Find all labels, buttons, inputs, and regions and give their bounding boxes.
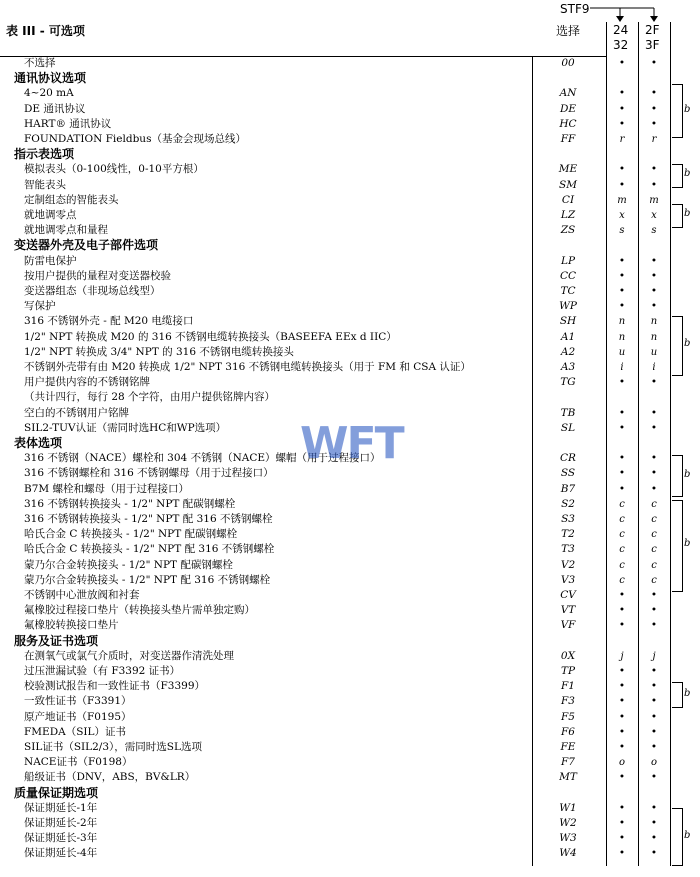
option-row <box>0 482 700 497</box>
category-heading <box>0 634 700 649</box>
group-brace <box>672 164 683 188</box>
option-row <box>0 132 700 147</box>
brace-note: b <box>684 538 691 549</box>
option-code: T2 <box>561 528 575 541</box>
brace-note: b <box>684 208 691 219</box>
availability-2f-3f: o <box>650 757 658 769</box>
category-label: 通讯协议选项 <box>14 71 87 86</box>
option-row <box>0 375 700 390</box>
availability-2f-3f: • <box>650 178 658 191</box>
availability-24-32: • <box>618 376 626 389</box>
option-row <box>0 330 700 345</box>
availability-24-32: • <box>618 421 626 434</box>
option-code: W2 <box>559 817 577 829</box>
availability-2f-3f: • <box>650 102 658 115</box>
availability-2f-3f: • <box>650 680 658 693</box>
option-description: 就地调零点和量程 <box>24 224 108 237</box>
availability-2f-3f: • <box>650 376 658 389</box>
option-code: 00 <box>561 57 575 69</box>
option-row <box>0 679 700 694</box>
availability-24-32: • <box>618 467 626 480</box>
option-description: 智能表头 <box>24 178 66 191</box>
availability-24-32: • <box>618 285 626 297</box>
brace-note: b <box>684 469 691 480</box>
option-row <box>0 542 700 557</box>
availability-24-32: • <box>618 710 626 723</box>
option-row <box>0 162 700 177</box>
availability-24-32: r <box>619 134 625 145</box>
option-code: SS <box>560 467 576 480</box>
option-code: FF <box>560 133 576 145</box>
availability-2f-3f: • <box>650 589 658 601</box>
option-code: F5 <box>561 710 575 723</box>
option-description: 蒙乃尔合金转换接头 - 1/2" NPT 配碳钢螺栓 <box>24 558 233 571</box>
option-row <box>0 603 700 618</box>
availability-2f-3f: • <box>650 285 658 297</box>
category-label: 变送器外壳及电子部件选项 <box>14 238 159 253</box>
option-row <box>0 178 700 193</box>
availability-2f-3f: • <box>650 817 658 829</box>
option-description: HART® 通讯协议 <box>24 117 112 130</box>
availability-24-32: s <box>619 225 625 237</box>
availability-24-32: n <box>618 316 626 328</box>
group-brace <box>672 682 683 708</box>
option-row <box>0 345 700 360</box>
option-row <box>0 770 700 785</box>
col1-header-top: 24 <box>613 23 629 37</box>
stf9-label: STF9 <box>560 2 590 16</box>
availability-24-32: • <box>618 741 626 753</box>
availability-2f-3f: u <box>650 346 658 358</box>
option-code: LP <box>560 254 576 267</box>
option-row <box>0 558 700 573</box>
option-description: FMEDA（SIL）证书 <box>24 725 127 738</box>
option-description: 模拟表头（0-100线性，0-10平方根） <box>24 163 204 176</box>
category-label: 服务及证书选项 <box>14 633 99 648</box>
option-description: 校验测试报告和一致性证书（F3399） <box>24 680 206 693</box>
option-code: F6 <box>561 725 575 738</box>
availability-2f-3f: c <box>651 529 657 541</box>
option-description: 316 不锈钢转换接头 - 1/2" NPT 配 316 不锈钢螺栓 <box>24 513 273 525</box>
availability-2f-3f: • <box>650 467 658 480</box>
option-description: 船级证书（DNV，ABS，BV&LR） <box>24 771 196 784</box>
availability-24-32: c <box>619 574 625 586</box>
option-row <box>0 588 700 603</box>
availability-24-32: • <box>618 406 626 419</box>
option-code: A3 <box>560 361 576 373</box>
option-description: 用户提供内容的不锈钢铭牌 <box>24 376 150 389</box>
option-description: 原产地证书（F0195） <box>24 710 132 723</box>
availability-24-32: • <box>618 452 626 465</box>
availability-2f-3f: c <box>651 498 657 510</box>
option-code: F7 <box>561 756 575 769</box>
option-row <box>0 208 700 223</box>
option-code: CC <box>559 269 577 282</box>
option-description: （共计四行，每行 28 个字符，由用户提供铭牌内容） <box>24 391 276 404</box>
option-row <box>0 573 700 588</box>
option-row <box>0 193 700 208</box>
availability-24-32: c <box>619 559 625 571</box>
availability-24-32: • <box>618 300 626 313</box>
category-label: 表体选项 <box>14 436 63 450</box>
availability-24-32: c <box>619 544 625 556</box>
option-code: CI <box>561 193 575 206</box>
brace-note: b <box>684 338 691 349</box>
option-description: 1/2" NPT 转换成 3/4" NPT 的 316 不锈钢电缆转换接头 <box>24 345 294 358</box>
availability-24-32: • <box>618 57 626 69</box>
availability-24-32: • <box>618 725 626 738</box>
option-description: 在测氧气或氯气介质时，对变送器作清洗处理 <box>24 649 234 662</box>
option-code: FE <box>560 741 576 753</box>
option-code: LZ <box>560 209 576 221</box>
option-row <box>0 664 700 679</box>
availability-2f-3f: n <box>650 316 658 328</box>
option-row <box>0 801 700 816</box>
option-row <box>0 269 700 284</box>
option-code: TP <box>560 665 576 677</box>
option-row <box>0 284 700 299</box>
category-heading <box>0 238 700 253</box>
option-description: 氟橡胶转换接口垫片 <box>24 619 119 632</box>
option-code: S2 <box>561 497 575 510</box>
table-title: 表 III - 可选项 <box>6 24 85 38</box>
availability-2f-3f: c <box>651 574 657 586</box>
availability-2f-3f: • <box>650 452 658 465</box>
option-row <box>0 710 700 725</box>
option-row <box>0 56 700 71</box>
option-description: 蒙乃尔合金转换接头 - 1/2" NPT 配 316 不锈钢螺栓 <box>24 573 271 586</box>
group-brace <box>672 455 683 497</box>
availability-24-32: • <box>618 695 626 708</box>
option-description: 哈氏合金 C 转换接头 - 1/2" NPT 配碳钢螺栓 <box>24 528 238 541</box>
availability-2f-3f: n <box>650 331 658 343</box>
option-description: 保证期延长-3年 <box>24 832 98 845</box>
availability-2f-3f: • <box>650 710 658 723</box>
availability-2f-3f: • <box>650 725 658 738</box>
availability-2f-3f: • <box>650 57 658 69</box>
brace-note: b <box>684 168 691 179</box>
option-description: 就地调零点 <box>24 209 77 221</box>
option-code: S3 <box>561 513 575 525</box>
option-code: A1 <box>560 330 576 343</box>
option-row <box>0 618 700 633</box>
option-description: 不锈钢外壳带有由 M20 转换成 1/2" NPT 316 不锈钢电缆转换接头（用于 FM 和 CSA 认证） <box>24 361 471 373</box>
availability-24-32: • <box>618 847 626 860</box>
option-row <box>0 512 700 527</box>
option-row <box>0 497 700 512</box>
option-code: TB <box>560 406 576 419</box>
brace-note: b <box>684 830 691 841</box>
availability-24-32: • <box>618 604 626 617</box>
availability-24-32: o <box>618 757 626 769</box>
availability-2f-3f: • <box>650 163 658 176</box>
option-description: 保证期延长-1年 <box>24 801 98 814</box>
option-row <box>0 740 700 755</box>
option-description: 不锈钢中心泄放阀和衬套 <box>24 589 140 601</box>
availability-2f-3f: c <box>651 544 657 556</box>
availability-24-32: i <box>620 362 624 373</box>
option-description: 防雷电保护 <box>24 254 77 267</box>
option-description: 哈氏合金 C 转换接头 - 1/2" NPT 配 316 不锈钢螺栓 <box>24 543 275 556</box>
option-description: 一致性证书（F3391） <box>24 695 132 708</box>
availability-2f-3f: • <box>650 269 658 282</box>
availability-2f-3f: • <box>650 87 658 100</box>
option-code: SM <box>559 178 577 191</box>
availability-24-32: • <box>618 87 626 100</box>
option-code: AN <box>559 87 577 100</box>
availability-2f-3f: • <box>650 619 658 632</box>
option-code: DE <box>559 102 577 115</box>
availability-2f-3f: • <box>650 801 658 814</box>
option-description: SIL证书（SIL2/3），需同时选SL选项 <box>24 741 202 753</box>
option-code: WP <box>559 300 577 313</box>
option-description: 316 不锈钢转换接头 - 1/2" NPT 配碳钢螺栓 <box>24 497 236 510</box>
option-description: 过压泄漏试验（有 F3392 证书） <box>24 665 181 677</box>
option-description: NACE证书（F0198） <box>24 756 133 769</box>
option-description: 保证期延长-2年 <box>24 817 98 829</box>
availability-24-32: • <box>618 680 626 693</box>
availability-2f-3f: • <box>650 741 658 753</box>
availability-24-32: • <box>618 801 626 814</box>
option-code: B7 <box>560 482 576 495</box>
option-description: 316 不锈钢外壳 - 配 M20 电缆接口 <box>24 315 194 328</box>
group-brace <box>672 808 683 866</box>
option-code: TG <box>560 376 576 389</box>
option-description: 不选择 <box>24 57 56 69</box>
option-row <box>0 254 700 269</box>
option-code: 0X <box>560 649 576 662</box>
option-code: A2 <box>560 345 576 358</box>
availability-2f-3f: i <box>652 362 656 373</box>
category-label: 质量保证期选项 <box>14 785 99 800</box>
availability-24-32: • <box>618 832 626 845</box>
select-column-header: 选择 <box>556 24 581 38</box>
option-code: VT <box>560 604 576 617</box>
availability-24-32: c <box>619 498 625 510</box>
category-heading <box>0 147 700 162</box>
option-code: CV <box>560 589 576 601</box>
option-code: V3 <box>560 573 576 586</box>
option-code: VF <box>560 619 576 632</box>
availability-2f-3f: • <box>650 695 658 708</box>
option-code: MT <box>559 771 577 784</box>
option-description: SIL2-TUV认证（需同时选HC和WP选项） <box>24 421 227 434</box>
availability-24-32: • <box>618 619 626 632</box>
stf9-arrow-icon <box>590 2 670 24</box>
availability-24-32: j <box>620 650 624 662</box>
availability-2f-3f: • <box>650 847 658 860</box>
option-code: SL <box>560 421 576 434</box>
option-code: SH <box>559 315 577 328</box>
option-description: B7M 螺栓和螺母（用于过程接口） <box>24 482 189 495</box>
availability-24-32: • <box>618 102 626 115</box>
group-brace <box>672 204 683 228</box>
option-row <box>0 649 700 664</box>
option-row <box>0 102 700 117</box>
availability-2f-3f: • <box>650 832 658 845</box>
group-brace <box>672 500 683 592</box>
availability-2f-3f: • <box>650 604 658 617</box>
brace-note: b <box>684 104 691 115</box>
availability-2f-3f: • <box>650 482 658 495</box>
availability-2f-3f: c <box>651 514 657 525</box>
option-row <box>0 86 700 101</box>
group-brace <box>672 316 683 376</box>
availability-2f-3f: m <box>649 194 659 206</box>
availability-2f-3f: x <box>651 210 657 221</box>
watermark-logo: WFT <box>300 418 403 469</box>
option-row <box>0 223 700 238</box>
option-code: ME <box>558 163 578 176</box>
option-row <box>0 314 700 329</box>
option-code: W1 <box>559 801 577 814</box>
availability-24-32: • <box>618 771 626 784</box>
availability-24-32: c <box>619 529 625 541</box>
option-description: 保证期延长-4年 <box>24 847 98 860</box>
availability-2f-3f: • <box>650 254 658 267</box>
option-description: DE 通讯协议 <box>24 102 86 115</box>
category-heading <box>0 71 700 86</box>
option-description: 316 不锈钢（NACE）螺栓和 304 不锈钢（NACE）螺帽（用于过程接口） <box>24 452 381 465</box>
availability-2f-3f: j <box>652 650 656 662</box>
option-row <box>0 360 700 375</box>
availability-2f-3f: s <box>651 225 657 237</box>
option-code: CR <box>560 452 576 465</box>
col2-header-bottom: 3F <box>645 38 660 52</box>
option-description: 氟橡胶过程接口垫片（转换接头垫片需单独定购） <box>24 604 255 617</box>
option-description: 定制组态的智能表头 <box>24 193 119 206</box>
option-description: 写保护 <box>24 300 56 313</box>
option-row <box>0 390 700 405</box>
col2-header-top: 2F <box>645 23 660 37</box>
option-description: 空白的不锈钢用户铭牌 <box>24 406 129 419</box>
availability-2f-3f: • <box>650 300 658 313</box>
option-description: 1/2" NPT 转换成 M20 的 316 不锈钢电缆转换接头（BASEEFA EEx d IIC） <box>24 330 397 343</box>
option-description: 变送器组态（非现场总线型） <box>24 285 161 297</box>
brace-note: b <box>684 688 691 699</box>
availability-24-32: • <box>618 163 626 176</box>
option-row <box>0 831 700 846</box>
category-label: 指示表选项 <box>14 147 75 162</box>
option-row <box>0 299 700 314</box>
availability-24-32: • <box>618 178 626 191</box>
category-heading <box>0 786 700 801</box>
availability-24-32: • <box>618 817 626 829</box>
option-description: FOUNDATION Fieldbus（基金会现场总线） <box>24 133 246 145</box>
availability-24-32: • <box>618 117 626 130</box>
availability-24-32: u <box>618 346 626 358</box>
option-row <box>0 117 700 132</box>
availability-2f-3f: • <box>650 771 658 784</box>
option-description: 316 不锈钢螺栓和 316 不锈钢螺母（用于过程接口） <box>24 467 274 480</box>
availability-2f-3f: c <box>651 559 657 571</box>
option-description: 4~20 mA <box>24 87 74 100</box>
option-code: F1 <box>561 680 575 693</box>
availability-2f-3f: • <box>650 665 658 677</box>
option-description: 按用户提供的量程对变送器校验 <box>24 269 171 282</box>
availability-24-32: • <box>618 254 626 267</box>
option-row <box>0 816 700 831</box>
availability-24-32: • <box>618 269 626 282</box>
col1-header-bottom: 32 <box>613 38 629 52</box>
availability-24-32: • <box>618 589 626 601</box>
option-code: W4 <box>559 847 577 860</box>
option-code: V2 <box>560 558 576 571</box>
availability-2f-3f: r <box>651 134 657 145</box>
option-code: F3 <box>561 695 575 708</box>
option-row <box>0 725 700 740</box>
option-code: ZS <box>560 224 576 237</box>
availability-24-32: n <box>618 331 626 343</box>
group-brace <box>672 84 683 138</box>
option-row <box>0 846 700 861</box>
availability-24-32: x <box>619 210 625 221</box>
availability-24-32: c <box>619 514 625 525</box>
option-code: TC <box>560 285 576 297</box>
option-row <box>0 527 700 542</box>
availability-24-32: • <box>618 665 626 677</box>
option-code: HC <box>559 117 577 130</box>
option-row <box>0 694 700 709</box>
availability-2f-3f: • <box>650 421 658 434</box>
option-code: W3 <box>559 832 577 845</box>
availability-2f-3f: • <box>650 117 658 130</box>
option-row <box>0 755 700 770</box>
availability-2f-3f: • <box>650 406 658 419</box>
option-code: T3 <box>561 543 575 556</box>
availability-24-32: • <box>618 482 626 495</box>
availability-24-32: m <box>617 194 627 206</box>
